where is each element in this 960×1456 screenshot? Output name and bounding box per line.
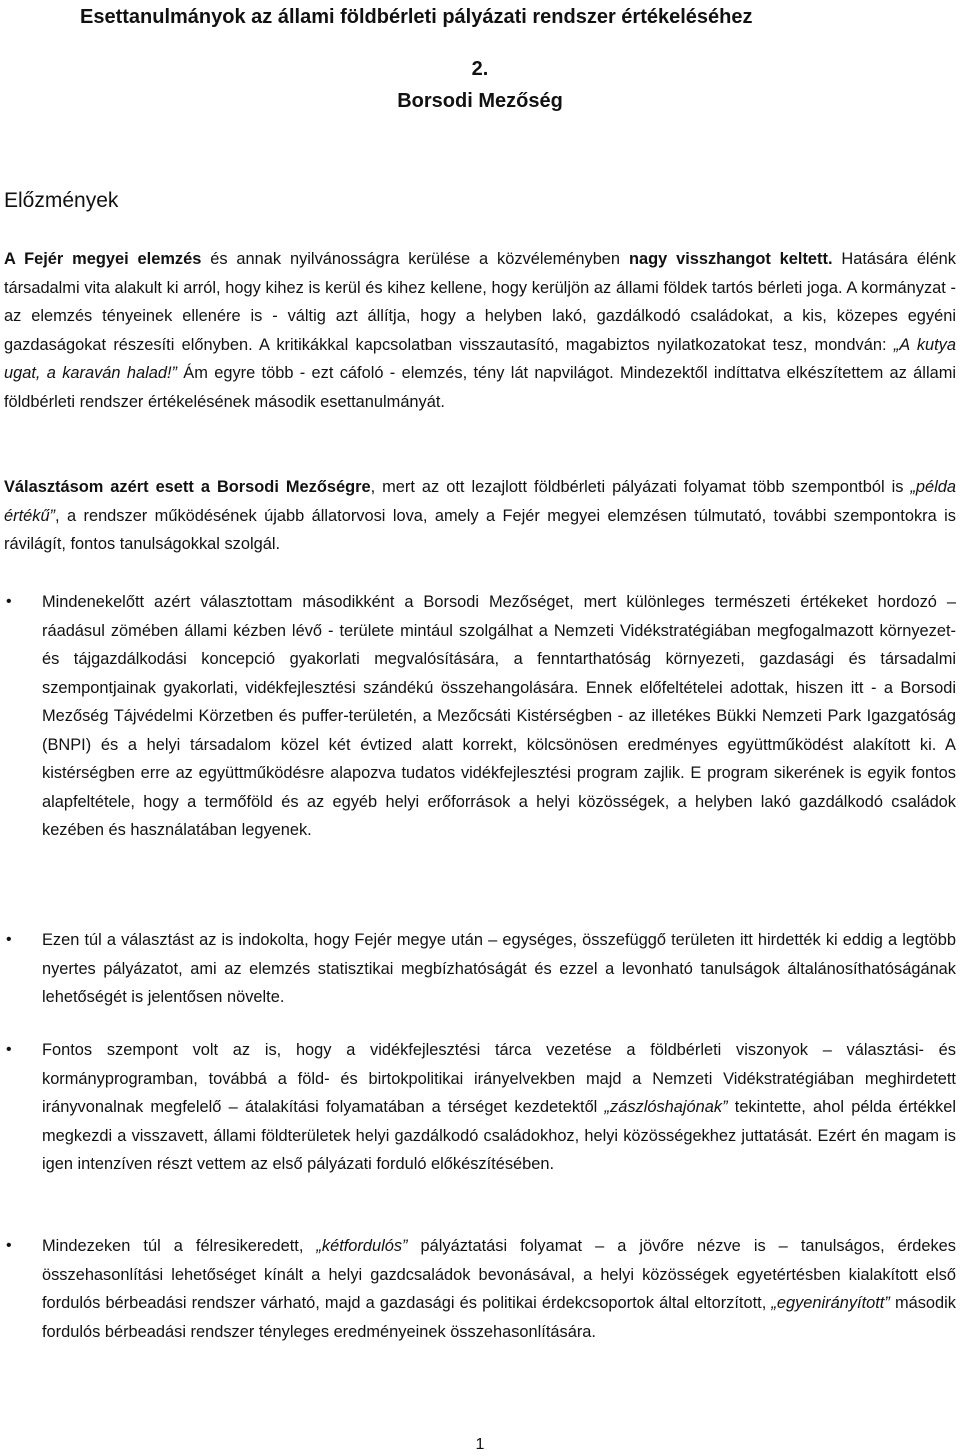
bullet-1-text: Mindenekelőtt azért választottam másodikként a Borsodi Mezőséget, mert különleges természeti értékeket hordozó – ráadásul zömében állami kézben lévő - területe mintául szolgálhat a Nemzeti Vidékstratégiában megfogalmazott környezet- és tájgazdálkodási koncepció gyakorlati megvalósítására, a fenntarthatóság környezeti, gazdasági és társadalmi szempontjainak gyakorlati, vidékfejlesztési szándékú összehangolására. Ennek előfeltételei adottak, hiszen itt - a Borsodi Mezőség Tájvédelmi Körzetben és puffer-területén, a Mezőcsáti Kistérségben - az illetékes Bükki Nemzeti Park Igazgatóság (BNPI) és a helyi társadalom közel két évtized alatt korrekt, kölcsönösen eredményes együttműködést alakított ki. A kistérségben erre az együttműködésre alapozva tudatos vidékfejlesztési program zajlik. E program sikerének is egyik fontos alapfeltétele, hogy a termőföld és az egyéb helyi erőforrások a helyi közösségek, a helyben lakó gazdálkodó családok kezében és használatában legyenek. bbox=[42, 593, 956, 839]
study-number: 2. bbox=[471, 58, 489, 80]
bullet-item-3 bbox=[42, 1036, 956, 1179]
bullet-item-2 bbox=[42, 926, 956, 1012]
page-number: 1 bbox=[475, 1436, 485, 1453]
bullet-2-text: Ezen túl a választást az is indokolta, hogy Fejér megye után – egységes, összefüggő területen itt hirdették ki eddig a legtöbb nyertes pályázatot, ami az elemzés statisztikai megbízhatóságát és ezzel a levonható tanulságok általánosíthatóságának lehetőségét is jelentősen növelte. bbox=[42, 931, 956, 1006]
bullet-3-text-1: Fontos szempont volt az is, hogy a vidékfejlesztési tárca vezetése a földbérleti viszonyok – választási- és kormányprogramban, továbbá a föld- és birtokpolitikai irányelvekben majd a Nemzeti Vidékstratégiában meghirdetett irányvonalnak megfelelő – átalakítási folyamatában a térséget kezdetektől bbox=[42, 1041, 956, 1116]
choice-text-1: , mert az ott lezajlott földbérleti pályázati folyamat több szempontból is bbox=[370, 478, 911, 496]
bullet-item-4 bbox=[42, 1232, 956, 1346]
intro-bold-2: nagy visszhangot keltett. bbox=[628, 250, 833, 268]
bullet-4-text-3: második fordulós bérbeadási rendszer tényleges eredményeinek összehasonlítására. bbox=[42, 1294, 956, 1341]
bullet-icon: • bbox=[6, 1041, 12, 1058]
bullet-4-quote-2: „egyenirányított” bbox=[771, 1294, 890, 1312]
bullet-4-quote-1: „kétfordulós” bbox=[316, 1237, 408, 1255]
choice-quote: „példa értékű” bbox=[4, 478, 956, 525]
bullet-icon: • bbox=[6, 593, 12, 610]
document-title: Esettanulmányok az állami földbérleti pályázati rendszer értékeléséhez bbox=[80, 6, 753, 28]
choice-paragraph bbox=[4, 473, 956, 559]
choice-text-2: , a rendszer működésének újabb állatorvosi lova, amely a Fejér megyei elemzésen túlmutató, további szempontokra is rávilágít, fontos tanulságokkal szolgál. bbox=[4, 506, 956, 553]
intro-paragraph bbox=[4, 245, 956, 416]
choice-bold: Választásom azért esett a Borsodi Mezőségre bbox=[4, 478, 371, 496]
bullet-item-1 bbox=[42, 588, 956, 845]
bullet-3-text-2: tekintette, ahol példa értékkel megkezdi a visszavett, állami földterületek helyi gazdálkodó családokhoz, helyi közösségekhez juttatását. Ezért én magam is igen intenzíven részt vettem az első pályázati forduló előkészítésében. bbox=[42, 1098, 956, 1173]
intro-text-2: Hatására élénk társadalmi vita alakult ki arról, hogy kihez is kerül és kihez kellene, hogy kerüljön az állami földek tartós bérleti joga. A kormányzat - az elemzés tényeinek ellenére is - váltig azt állítja, hogy a helyben lakó, gazdálkodó családokat, a kis, közepes egyéni gazdaságokat részesíti előnyben. A kritikákkal kapcsolatban visszautasító, magabiztos nyilatkozatokat tesz, mondván: bbox=[4, 250, 956, 354]
intro-bold-1: A Fejér megyei elemzés bbox=[4, 250, 202, 268]
intro-quote: „A kutya ugat, a karaván halad!” bbox=[4, 335, 956, 382]
bullet-4-text-1: Mindezeken túl a félresikeredett, bbox=[42, 1237, 317, 1255]
study-subtitle: Borsodi Mezőség bbox=[397, 90, 563, 112]
bullet-3-quote: „zászlóshajónak” bbox=[604, 1098, 728, 1116]
bullet-4-text-2: pályáztatási folyamat – a jövőre nézve is – tanulságos, érdekes összehasonlítási lehetőséget kínált a helyi gazdcsaládok bevonásával, a helyi közösségek egyetértésben kialakított első fordulós bérbeadási rendszer várható, majd a gazdasági és politikai érdekcsoportok által eltorzított, bbox=[42, 1237, 956, 1312]
bullet-icon: • bbox=[6, 1237, 12, 1254]
intro-text-1: és annak nyilvánosságra kerülése a közvéleményben bbox=[201, 250, 629, 268]
bullet-icon: • bbox=[6, 931, 12, 948]
section-heading: Előzmények bbox=[4, 189, 119, 212]
intro-text-3: Ám egyre több - ezt cáfoló - elemzés, tény lát napvilágot. Mindezektől indíttatva elkészítettem az állami földbérleti rendszer értékelésének második esettanulmányát. bbox=[4, 364, 956, 411]
